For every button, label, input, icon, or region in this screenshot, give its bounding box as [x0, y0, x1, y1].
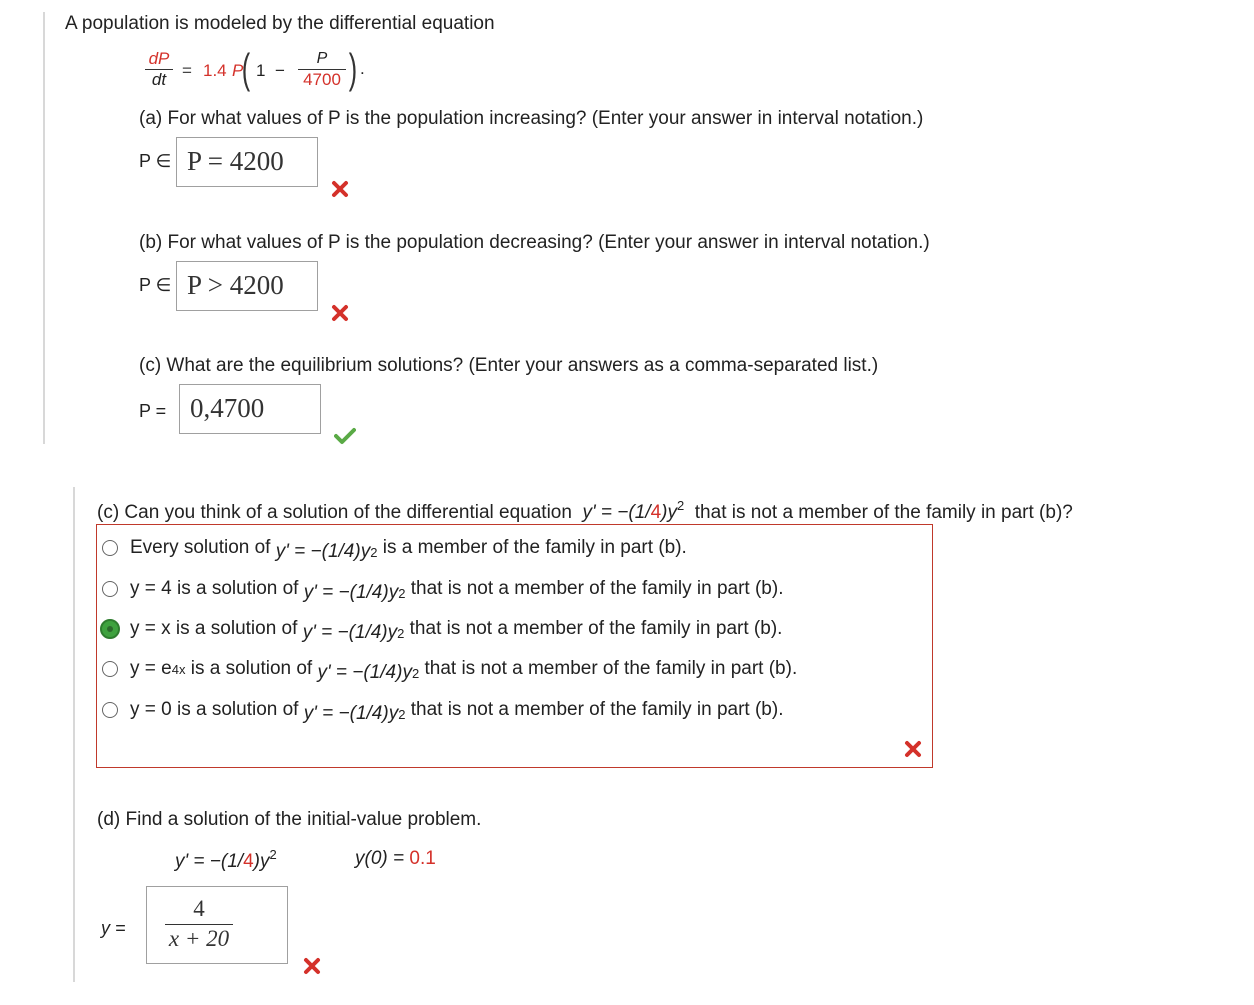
- eq-frac-P: P: [316, 50, 328, 67]
- answer-c-box[interactable]: [179, 384, 321, 434]
- eq-K: 4700: [303, 70, 341, 89]
- eq-dP: dP: [148, 49, 170, 68]
- question-c-solution: [97, 498, 1073, 524]
- option-text-post: is a member of the family in part (b).: [382, 537, 687, 558]
- question-c-eq-num: 4: [650, 502, 662, 523]
- eq-minus: −: [275, 61, 285, 80]
- option-text: y = 0 is a solution of: [130, 699, 299, 720]
- question-a: (a) For what values of P is the population increasing? (Enter your answer in interval notation.): [139, 108, 924, 129]
- answer-a-box[interactable]: [176, 137, 318, 187]
- answer-a-prefix: P ∈: [139, 151, 172, 171]
- option-text: Every solution of: [130, 537, 271, 558]
- option-exp: 2: [411, 665, 420, 681]
- option-text-post: that is not a member of the family in part (b).: [410, 578, 784, 599]
- option-every-solution[interactable]: [102, 533, 687, 563]
- question-c-eq-b: )y: [661, 502, 677, 523]
- correct-check-icon: [334, 427, 356, 445]
- eq-coefficient: 1.4: [203, 61, 227, 80]
- eq-period: .: [360, 59, 365, 78]
- answer-d-prefix: y =: [101, 918, 126, 938]
- section-rule-top: [43, 12, 45, 444]
- radio-selected-icon[interactable]: [100, 619, 120, 639]
- question-c-solution-end: that is not a member of the family in part (b)?: [694, 502, 1073, 523]
- option-y-equals-x[interactable]: [102, 614, 782, 644]
- option-text-2: is a solution of: [190, 658, 313, 679]
- question-c-eq-a: y' = −(1/: [582, 502, 651, 523]
- answer-a-value: P = 4200: [187, 146, 284, 176]
- option-text: y = e: [130, 658, 172, 679]
- problem-intro: A population is modeled by the differential equation: [65, 13, 495, 34]
- option-equation: y' = −(1/4)y: [317, 662, 412, 683]
- option-pre-exp: 4x: [171, 661, 186, 677]
- option-equation: y' = −(1/4)y: [303, 582, 399, 603]
- eq-equals: =: [182, 61, 192, 80]
- option-equation: y' = −(1/4)y: [275, 541, 371, 562]
- radio-icon[interactable]: [102, 540, 118, 556]
- eq-close-paren: ): [348, 45, 358, 92]
- option-text-post: that is not a member of the family in part (b).: [410, 699, 784, 720]
- question-b: (b) For what values of P is the population decreasing? (Enter your answer in interval notation.): [139, 232, 930, 253]
- answer-b-prefix: P ∈: [139, 275, 172, 295]
- option-exp: 2: [397, 625, 405, 641]
- ivp-ode: [175, 847, 277, 873]
- option-exp: 2: [398, 585, 406, 601]
- ivp-initial-condition: [355, 848, 436, 870]
- option-exp: 2: [370, 544, 378, 560]
- option-text: y = 4 is a solution of: [130, 578, 299, 599]
- question-c-solution-start: (c) Can you think of a solution of the differential equation: [97, 502, 572, 523]
- question-c-equilibrium: (c) What are the equilibrium solutions? (Enter your answers as a comma-separated list.): [139, 355, 879, 376]
- question-d: (d) Find a solution of the initial-value problem.: [97, 809, 482, 830]
- eq-open-paren: (: [241, 45, 251, 92]
- eq-one: 1: [256, 61, 266, 80]
- incorrect-c-icon: [904, 740, 922, 758]
- ivp-ode-exp: 2: [269, 847, 277, 862]
- answer-c-value: 0,4700: [190, 393, 265, 423]
- ivp-ode-a: y' = −(1/: [175, 851, 244, 872]
- option-equation: y' = −(1/4)y: [303, 703, 399, 724]
- answer-b-value: P > 4200: [187, 270, 284, 300]
- answer-d-denominator-text: x + 20: [168, 926, 230, 951]
- answer-d-box[interactable]: [146, 886, 288, 964]
- option-equation: y' = −(1/4)y: [302, 622, 398, 643]
- radio-icon[interactable]: [102, 581, 118, 597]
- answer-d-fraction-bar: [165, 924, 233, 925]
- question-c-eq-exp: 2: [676, 498, 685, 513]
- eq-dt: dt: [151, 70, 167, 89]
- option-exp: 2: [398, 706, 406, 722]
- radio-icon[interactable]: [102, 661, 118, 677]
- option-y-equals-0[interactable]: [102, 695, 783, 725]
- incorrect-a-icon: [331, 180, 349, 198]
- incorrect-d-icon: [303, 957, 321, 975]
- answer-d-denominator: [165, 927, 233, 951]
- ivp-ic-value: 0.1: [409, 848, 436, 869]
- logistic-equation: [140, 47, 380, 97]
- option-text-post: that is not a member of the family in part (b).: [409, 618, 783, 639]
- answer-d-numerator: 4: [193, 896, 205, 921]
- option-y-equals-4[interactable]: [102, 574, 783, 604]
- ivp-ic-label: y(0) =: [355, 848, 410, 869]
- ivp-ode-b: )y: [253, 851, 270, 872]
- option-y-equals-e4x[interactable]: [102, 654, 797, 684]
- answer-c-prefix: P =: [139, 401, 167, 421]
- radio-icon[interactable]: [102, 702, 118, 718]
- ivp-ode-num: 4: [243, 851, 254, 872]
- answer-b-box[interactable]: [176, 261, 318, 311]
- option-text-post: that is not a member of the family in part (b).: [424, 658, 798, 679]
- incorrect-b-icon: [331, 304, 349, 322]
- eq-P: P: [232, 61, 244, 80]
- section-rule-bottom: [73, 487, 75, 982]
- option-text: y = x is a solution of: [130, 618, 298, 639]
